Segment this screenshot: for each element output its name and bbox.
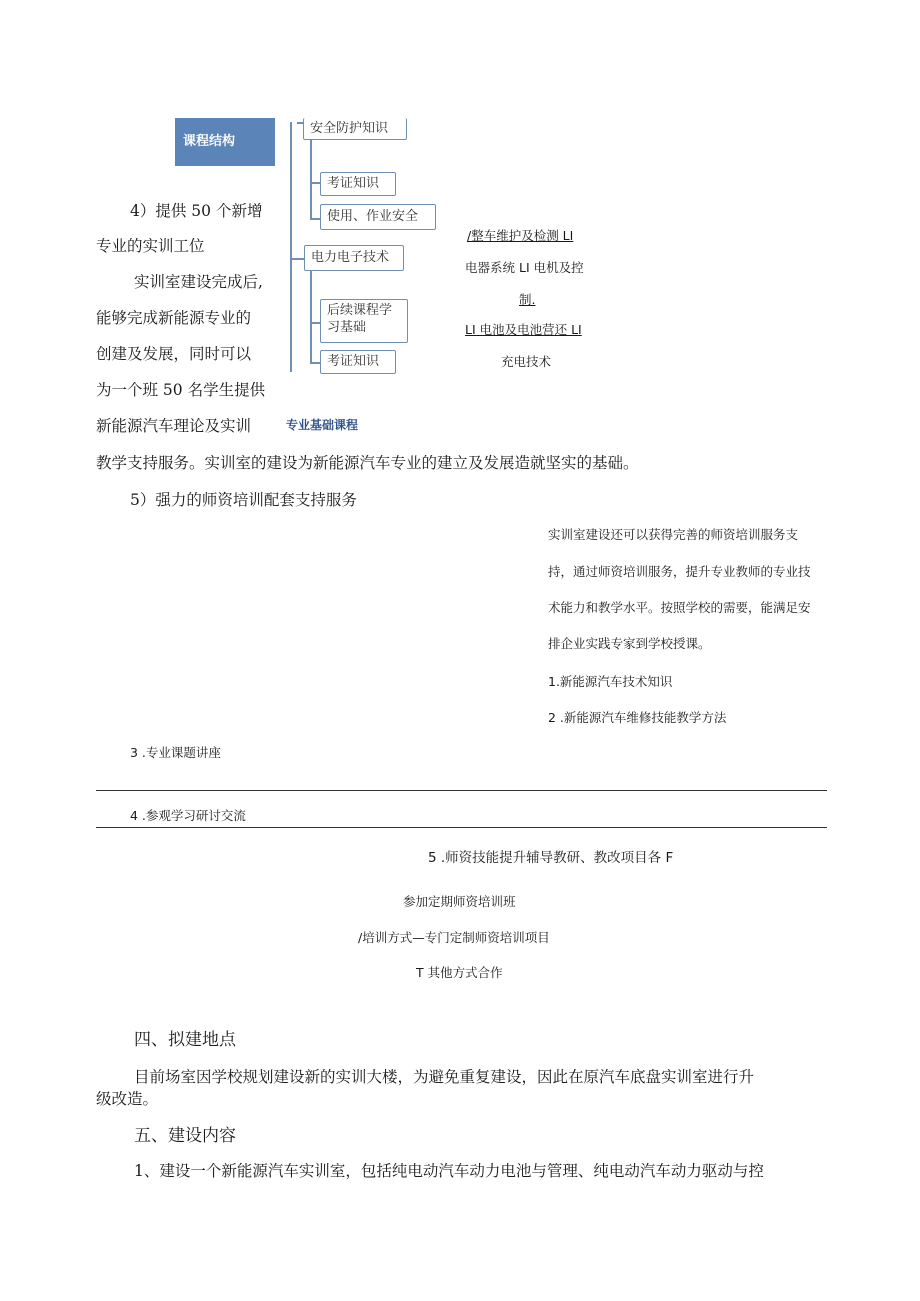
diagram-right-line5: 充电技术 (501, 354, 552, 369)
diagram-connector (310, 322, 320, 324)
training-text-line2: 持，通过师资培训服务，提升专业教师的专业技 (548, 564, 811, 579)
diagram-connector (310, 362, 320, 364)
item4-line1: 4）提供 50 个新增 (130, 202, 263, 220)
divider-line-1 (96, 790, 827, 791)
node-operation-safety: 使用、作业安全 (320, 204, 436, 230)
node-cert-knowledge-1: 考证知识 (320, 172, 396, 196)
section4-text-line2: 级改造。 (96, 1090, 159, 1108)
diagram-connector (310, 182, 320, 184)
diagram-connector (290, 122, 292, 372)
item5-heading: 5）强力的师资培训配套支持服务 (130, 491, 357, 509)
training-item-4: 4 .参观学习研讨交流 (130, 808, 246, 823)
left-para-line2: 能够完成新能源专业的 (96, 309, 252, 327)
center-line-1: 参加定期师资培训班 (403, 894, 516, 909)
divider-line-2 (96, 827, 827, 828)
training-item-2: 2 .新能源汽车维修技能教学方法 (548, 710, 727, 725)
node-follow-up-course (320, 299, 408, 343)
diagram-connector (290, 258, 304, 260)
node-follow-up-line2: 习基础 (327, 320, 367, 335)
training-text-line3: 术能力和教学水平。按照学校的需要，能满足安 (548, 600, 811, 615)
diagram-right-line2: 电器系统 LI 电机及控 (465, 260, 584, 275)
para-full-line: 教学支持服务。实训室的建设为新能源汽车专业的建立及发展造就坚实的基础。 (96, 454, 639, 472)
training-item-5: 5 .师资技能提升辅导教研、教改项目各 F (428, 850, 674, 866)
section5-heading: 五、建设内容 (134, 1126, 236, 1146)
left-para-line5: 新能源汽车理论及实训 (96, 417, 252, 435)
diagram-connector (310, 270, 312, 364)
section5-text-line1: 1、建设一个新能源汽车实训室，包括纯电动汽车动力电池与管理、纯电动汽车动力驱动与控 (134, 1162, 764, 1180)
training-text-line1: 实训室建设还可以获得完善的师资培训服务支 (548, 527, 799, 542)
left-para-line1: 实训室建设完成后, (134, 273, 263, 291)
diagram-right-line1: /整车维护及检测 LI (467, 228, 574, 243)
node-follow-up-line1: 后续课程学 (327, 303, 393, 318)
section4-heading: 四、拟建地点 (134, 1030, 236, 1050)
node-cert-knowledge-2: 考证知识 (320, 350, 396, 374)
node-power-electronics: 电力电子技术 (304, 245, 404, 271)
left-para-line3: 创建及发展，同时可以 (96, 345, 252, 363)
diagram-connector (310, 138, 312, 220)
diagram-connector (310, 218, 320, 220)
diagram-right-line3: 制. (519, 292, 536, 307)
diagram-right-line4: LI 电池及电池营还 LI (465, 322, 582, 337)
center-line-2: /培训方式—专门定制师资培训项目 (358, 930, 550, 945)
left-para-line4: 为一个班 50 名学生提供 (96, 381, 266, 399)
center-line-3: T 其他方式合作 (416, 965, 503, 980)
basic-course-label: 专业基础课程 (286, 418, 359, 432)
section4-text-line1: 目前场室因学校规划建设新的实训大楼，为避免重复建设，因此在原汽车底盘实训室进行升 (134, 1068, 755, 1086)
item4-line2: 专业的实训工位 (96, 237, 205, 255)
course-structure-label: 课程结构 (175, 118, 275, 166)
training-item-3: 3 .专业课题讲座 (130, 745, 221, 760)
training-text-line4: 排企业实践专家到学校授课。 (548, 636, 711, 651)
node-safety-knowledge: 安全防护知识 (303, 118, 407, 140)
training-item-1: 1.新能源汽车技术知识 (548, 674, 673, 689)
